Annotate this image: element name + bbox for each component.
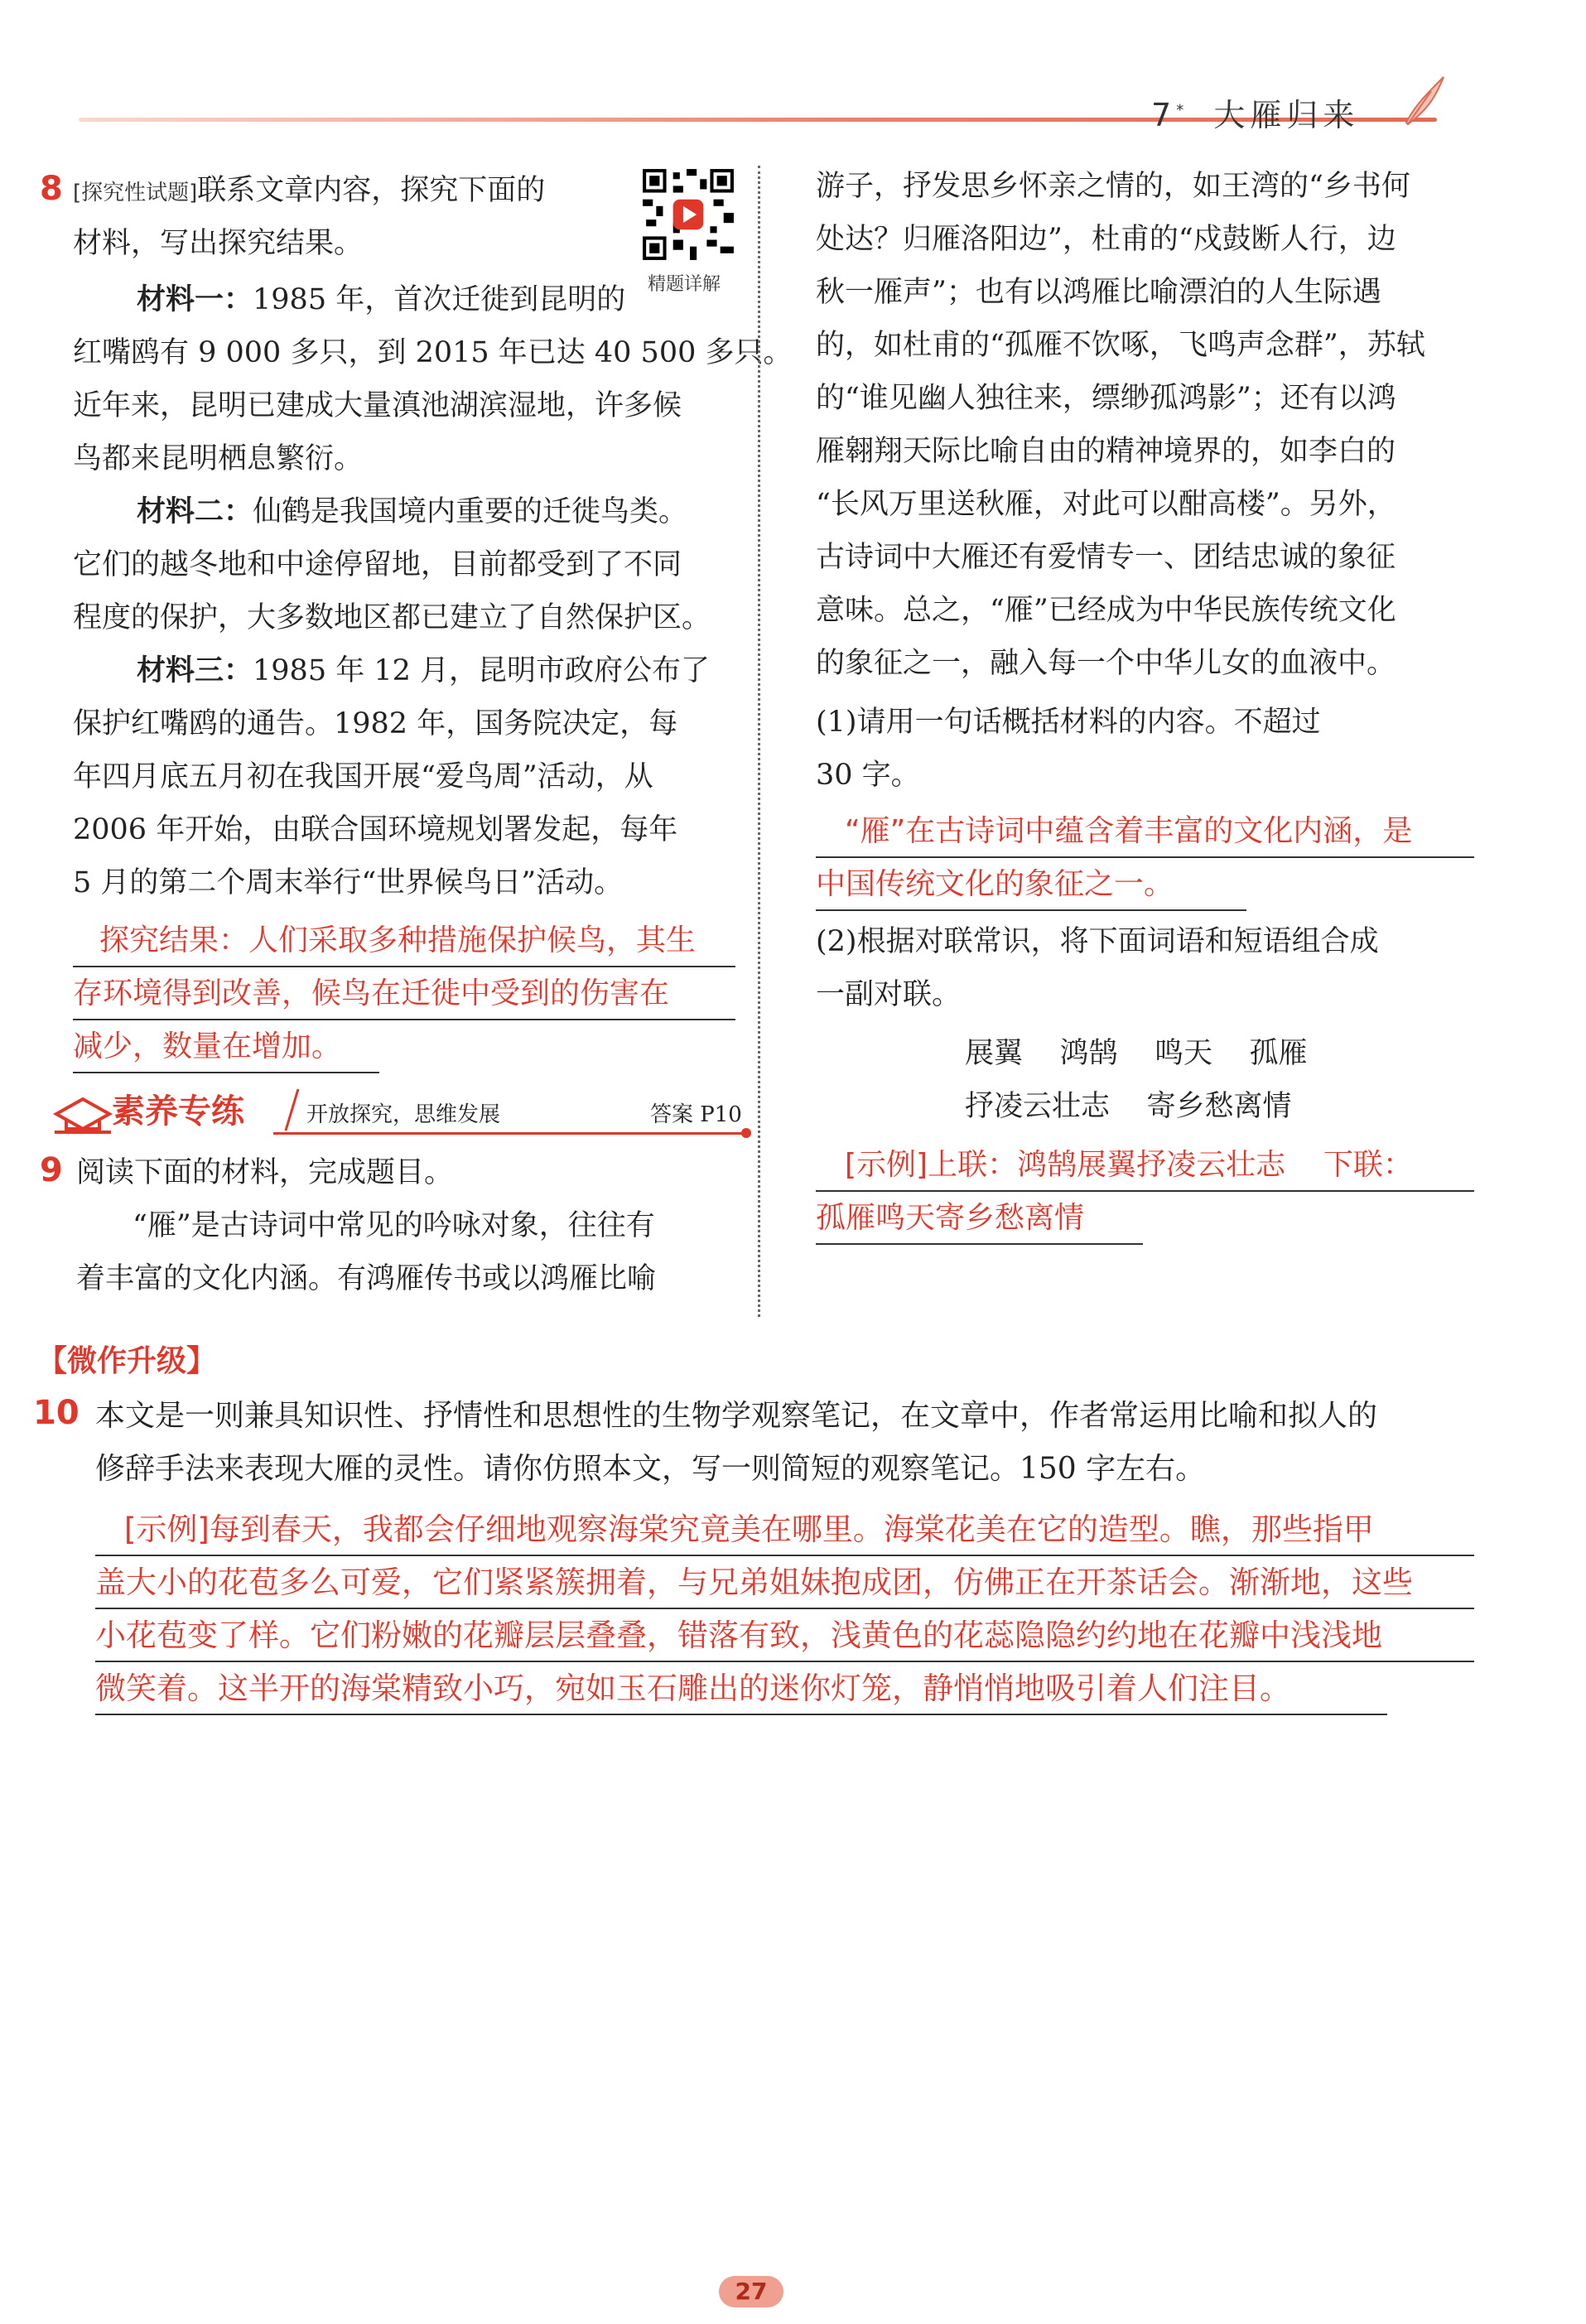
question-9-prompt: 阅读下面的材料，完成题目。 <box>76 1156 454 1189</box>
question-10-prompt-line-2: 修辞手法来表现大雁的灵性。请你仿照本文，写一则简短的观察笔记。150 字左右。 <box>95 1452 1206 1486</box>
material-1-line-1: 材料一：1985 年，首次迁徙到昆明的 <box>137 282 626 316</box>
question-10-answer-line-4: 微笑着。这半开的海棠精致小巧，宛如玉石雕出的迷你灯笼，静悄悄地吸引着人们注目。 <box>95 1671 1290 1706</box>
sub-question-2-line-2: 一副对联。 <box>816 978 962 1011</box>
sub-question-2-line-1: (2)根据对联常识，将下面词语和短语组合成 <box>816 925 1379 958</box>
banner-title: 素养专练 <box>112 1092 244 1131</box>
question-10-answer-line-3: 小花苞变了样。它们粉嫩的花瓣层层叠叠，错落有致，浅黄色的花蕊隐隐约约地在花瓣中浅浅地 <box>95 1618 1382 1653</box>
question-8-tag: [探究性试题] <box>73 181 198 205</box>
section-title: 【微作升级】 <box>37 1344 217 1378</box>
question-9-passage-line-10: 古诗词中大雁还有爱情专一、团结忠诚的象征 <box>816 541 1396 574</box>
question-9-passage-line-4: 处达？归雁洛阳边”，杜甫的“戍鼓断人行，边 <box>816 223 1396 256</box>
qr-code-icon[interactable] <box>639 166 737 263</box>
question-9-number: 9 <box>40 1151 63 1189</box>
question-9-passage-line-9: “长风万里送秋雁，对此可以酣高楼”。另外， <box>816 488 1396 521</box>
material-2-line-3: 程度的保护，大多数地区都已建立了自然保护区。 <box>73 601 711 634</box>
sub-question-1-line-1: (1)请用一句话概括材料的内容。不超过 <box>816 706 1321 739</box>
banner-subtitle: 开放探究，思维发展 <box>306 1102 501 1127</box>
word-list-line-2: 抒凌云壮志 寄乡愁离情 <box>965 1090 1292 1123</box>
material-3-line-3: 年四月底五月初在我国开展“爱鸟周”活动，从 <box>73 760 653 793</box>
question-8-number: 8 <box>40 170 63 208</box>
material-3-label: 材料三： <box>137 653 253 687</box>
question-8-prompt-line-1: 联系文章内容，探究下面的 <box>197 174 546 207</box>
question-8-answer-line-2: 存环境得到改善，候鸟在迁徙中受到的伤害在 <box>73 976 670 1010</box>
lesson-title: 大雁归来 <box>1213 97 1360 133</box>
question-10-number: 10 <box>33 1394 80 1432</box>
sub-answer-2-line-2: 孤雁鸣天寄乡愁离情 <box>816 1201 1085 1235</box>
lesson-mark: * <box>1176 101 1184 119</box>
material-3-line-2: 保护红嘴鸥的通告。1982 年，国务院决定，每 <box>73 707 678 740</box>
lesson-header <box>1151 89 1359 135</box>
question-9-passage-line-1: “雁”是古诗词中常见的吟咏对象，往往有 <box>133 1209 655 1242</box>
answer-underline <box>816 1243 1143 1245</box>
feather-icon <box>1398 73 1448 131</box>
material-3-line-4: 2006 年开始，由联合国环境规划署发起，每年 <box>73 813 678 846</box>
question-9-passage-line-11: 意味。总之，“雁”已经成为中华民族传统文化 <box>816 594 1396 627</box>
sub-answer-1-line-1: “雁”在古诗词中蕴含着丰富的文化内涵，是 <box>845 814 1413 848</box>
answer-reference: 答案 P10 <box>650 1102 742 1127</box>
material-1-line-3: 近年来，昆明已建成大量滇池湖滨湿地，许多候 <box>73 389 682 422</box>
question-10-answer-line-1: [示例]每到春天，我都会仔细地观察海棠究竟美在哪里。海棠花美在它的造型。瞧，那些指甲 <box>124 1512 1374 1547</box>
question-9-passage-line-12: 的象征之一，融入每一个中华儿女的血液中。 <box>816 647 1396 680</box>
question-9-passage-line-8: 雁翱翔天际比喻自由的精神境界的，如李白的 <box>816 435 1396 468</box>
word-list-line-1: 展翼 鸿鹄 鸣天 孤雁 <box>965 1037 1308 1070</box>
question-9-passage-line-3: 游子，抒发思乡怀亲之情的，如王湾的“乡书何 <box>816 170 1410 203</box>
question-8-prompt-line-2: 材料，写出探究结果。 <box>73 227 364 260</box>
sub-question-1-line-2: 30 字。 <box>816 759 920 792</box>
answer-underline <box>73 1072 379 1073</box>
material-2-line-2: 它们的越冬地和中途停留地，目前都受到了不同 <box>73 548 682 581</box>
question-8-answer-line-3: 减少，数量在增加。 <box>73 1029 342 1063</box>
sub-answer-2-line-1: [示例]上联：鸿鹄展翼抒凌云壮志 下联： <box>845 1148 1413 1182</box>
question-9-passage-line-2: 着丰富的文化内涵。有鸿雁传书或以鸿雁比喻 <box>76 1262 657 1295</box>
question-9-passage-line-6: 的，如杜甫的“孤雁不饮啄，飞鸣声念群”，苏轼 <box>816 329 1425 362</box>
material-2-label: 材料二： <box>137 494 253 528</box>
question-8-answer-line-1: 探究结果：人们采取多种措施保护候鸟，其生 <box>99 923 697 957</box>
answer-underline <box>95 1714 1387 1715</box>
qr-caption: 精题详解 <box>648 274 721 295</box>
material-3-line-5: 5 月的第二个周末举行“世界候鸟日”活动。 <box>73 866 624 899</box>
material-1-line-4: 鸟都来昆明栖息繁衍。 <box>73 442 364 475</box>
sub-answer-1-line-2: 中国传统文化的象征之一。 <box>816 867 1174 901</box>
material-3-line-1: 材料三：1985 年 12 月，昆明市政府公布了 <box>137 653 711 687</box>
question-10-prompt-line-1: 本文是一则兼具知识性、抒情性和思想性的生物学观察笔记，在文章中，作者常运用比喻和拟人的 <box>95 1399 1378 1433</box>
question-10-answer-line-2: 盖大小的花苞多么可爱，它们紧紧簇拥着，与兄弟姐妹抱成团，仿佛正在开茶话会。渐渐地，这些 <box>95 1565 1413 1600</box>
answer-underline <box>816 909 1246 911</box>
banner-dot <box>741 1128 751 1138</box>
material-2-line-1: 材料二：仙鹤是我国境内重要的迁徙鸟类。 <box>137 494 688 528</box>
question-8-prompt <box>73 164 545 219</box>
material-1-label: 材料一： <box>137 282 253 316</box>
material-1-line-2: 红嘴鸥有 9 000 多只，到 2015 年已达 40 500 多只。 <box>73 336 793 369</box>
banner-rule <box>273 1132 745 1135</box>
page-number: 27 <box>719 2276 783 2307</box>
question-9-passage-line-7: 的“谁见幽人独往来，缥缈孤鸿影”；还有以鸿 <box>816 382 1396 415</box>
lesson-number: 7 <box>1151 97 1177 133</box>
column-divider <box>758 166 760 1317</box>
question-9-passage-line-5: 秋一雁声”；也有以鸿雁比喻漂泊的人生际遇 <box>816 276 1381 309</box>
